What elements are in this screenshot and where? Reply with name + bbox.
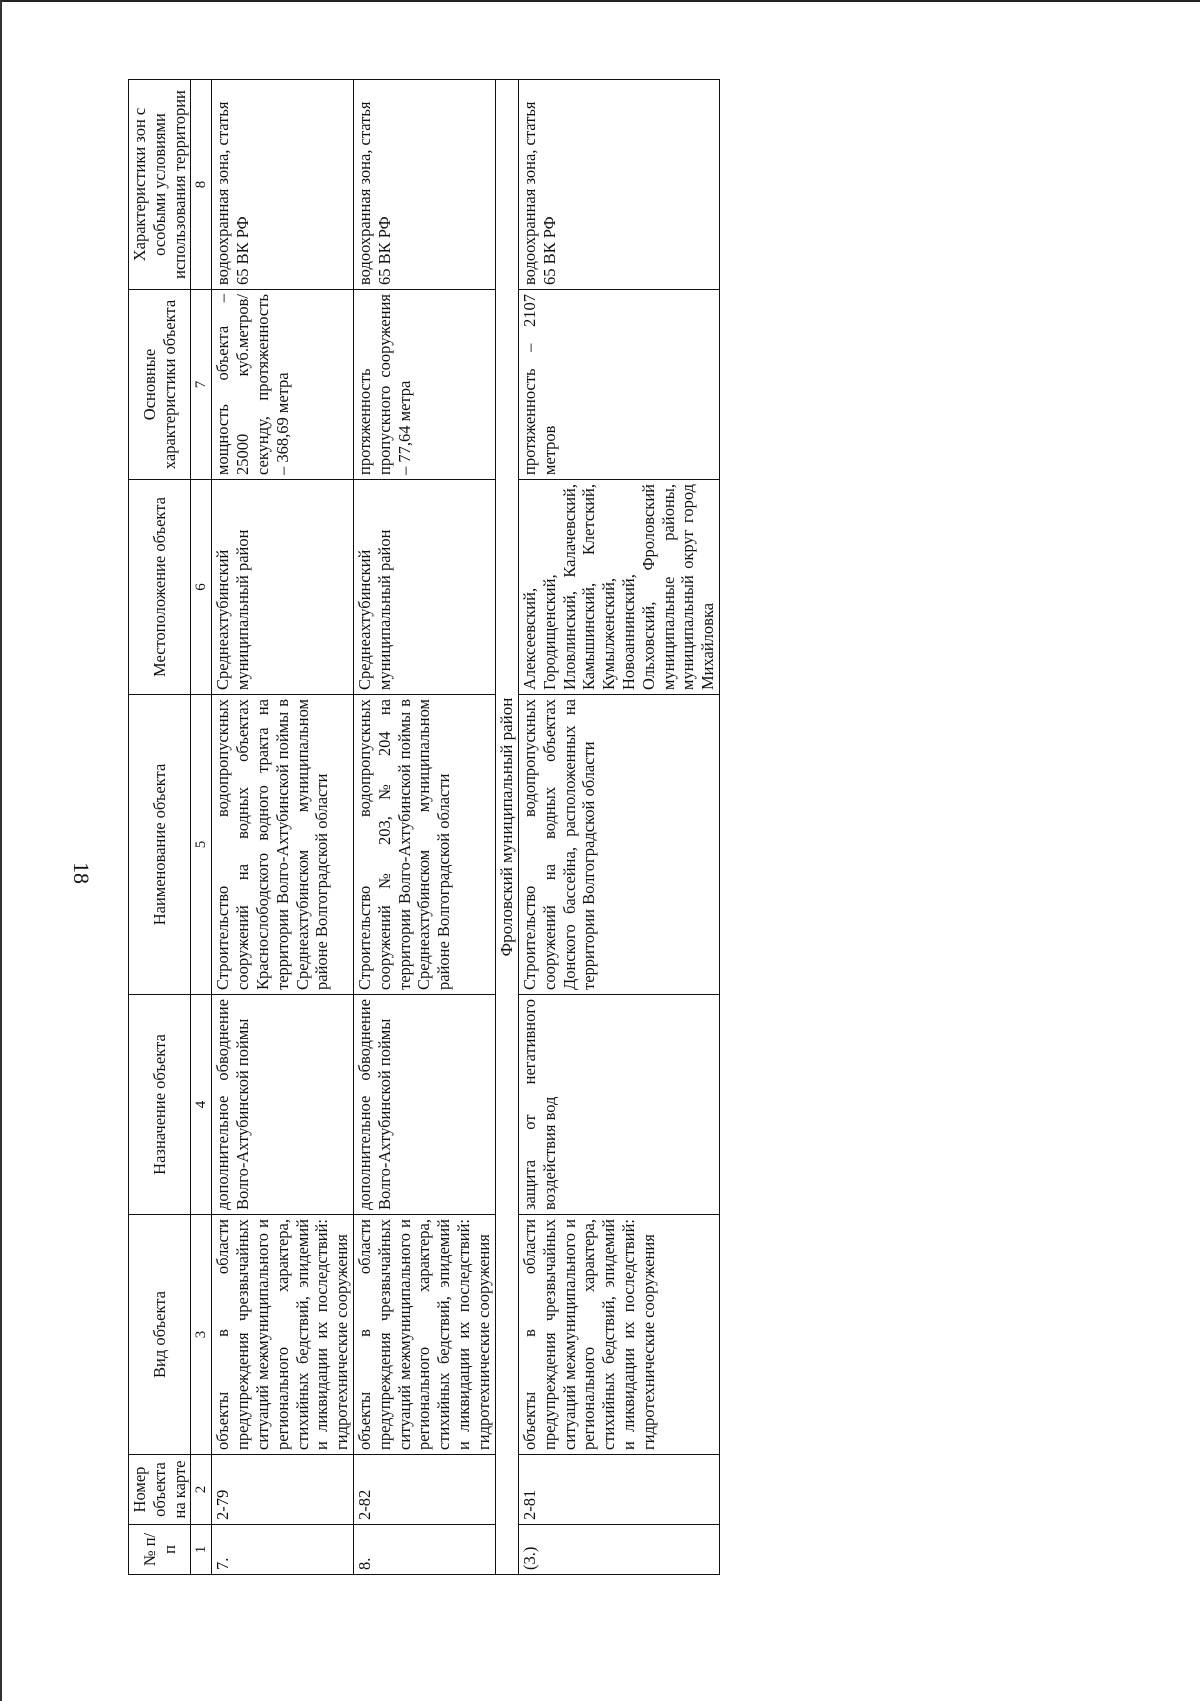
column-number: 8 bbox=[191, 80, 212, 290]
rotated-page-content bbox=[128, 80, 720, 1575]
column-number: 3 bbox=[191, 1215, 212, 1455]
zone-characteristics: водоохранная зона, статья 65 ВК РФ bbox=[518, 80, 719, 290]
row-number: 7. bbox=[212, 1525, 354, 1575]
map-number: 2-79 bbox=[212, 1455, 354, 1525]
column-number: 2 bbox=[191, 1455, 212, 1525]
row-number: (3.) bbox=[518, 1525, 719, 1575]
object-type: объекты в области предупреждения чрезвычайных ситуаций межмуниципального и регионального характера, стихийных бедствий, эпидемий и ликвидации их последствий: гидротехнические сооружения bbox=[353, 1215, 495, 1455]
table-header-row bbox=[129, 80, 191, 1575]
object-name: Строительство водопропускных сооружений на водных объектах Краснослободского водного тракта на территории Волго-Ахтубинской поймы в Среднеахтубинском муниципальном районе Волгоградской области bbox=[212, 695, 354, 995]
header-cell: Характеристики зон с особыми условиями использования территории bbox=[129, 80, 191, 290]
page-number: 18 bbox=[69, 862, 94, 884]
object-characteristics: протяженность – 2107 метров bbox=[518, 290, 719, 480]
table-row bbox=[353, 80, 495, 1575]
table-row bbox=[212, 80, 354, 1575]
object-type: объекты в области предупреждения чрезвычайных ситуаций межмуниципального и регионального характера, стихийных бедствий, эпидемий и ликвидации их последствий: гидротехнические сооружения bbox=[518, 1215, 719, 1455]
table-row bbox=[518, 80, 719, 1575]
header-cell: Назначение объекта bbox=[129, 995, 191, 1215]
column-number: 4 bbox=[191, 995, 212, 1215]
zone-characteristics: водоохранная зона, статья 65 ВК РФ bbox=[353, 80, 495, 290]
column-number: 5 bbox=[191, 695, 212, 995]
header-cell: № п/п bbox=[129, 1525, 191, 1575]
object-name: Строительство водопропускных сооружений на водных объектах Донского бассейна, расположенных на территории Волгоградской области bbox=[518, 695, 719, 995]
object-name: Строительство водопропускных сооружений № 203, № 204 на территории Волго-Ахтубинской поймы в Среднеахтубинском муниципальном районе Волгоградской области bbox=[353, 695, 495, 995]
header-cell: Наименование объекта bbox=[129, 695, 191, 995]
header-cell: Основные характеристики объекта bbox=[129, 290, 191, 480]
object-purpose: защита от негативного воздействия вод bbox=[518, 995, 719, 1215]
scan-edge-left bbox=[0, 0, 2, 1701]
zone-characteristics: водоохранная зона, статья 65 ВК РФ bbox=[212, 80, 354, 290]
object-location: Среднеахтубинский муниципальный район bbox=[353, 480, 495, 695]
object-characteristics: мощность объекта – 25000 куб.метров/секунду, протяженность – 368,69 метра bbox=[212, 290, 354, 480]
object-location: Среднеахтубинский муниципальный район bbox=[212, 480, 354, 695]
header-cell: Местоположение объекта bbox=[129, 480, 191, 695]
column-number: 1 bbox=[191, 1525, 212, 1575]
district-heading: Фроловский муниципальный район bbox=[495, 80, 518, 1575]
objects-table bbox=[128, 79, 720, 1575]
header-cell: Вид объекта bbox=[129, 1215, 191, 1455]
object-purpose: дополнительное обводнение Волго-Ахтубинской поймы bbox=[353, 995, 495, 1215]
object-characteristics: протяженность пропускного сооружения – 77,64 метра bbox=[353, 290, 495, 480]
scan-edge-top bbox=[0, 0, 1200, 2]
object-location: Алексеевский, Городищенский, Иловлинский, Калачевский, Камышинский, Клетский, Кумылженский, Новоаннинский, Ольховский, Фроловский муниципальные районы, муниципальный округ город Михайловка bbox=[518, 480, 719, 695]
district-heading-row bbox=[495, 80, 518, 1575]
column-number-row bbox=[191, 80, 212, 1575]
column-number: 6 bbox=[191, 480, 212, 695]
header-cell: Номер объекта на карте bbox=[129, 1455, 191, 1525]
map-number: 2-82 bbox=[353, 1455, 495, 1525]
row-number: 8. bbox=[353, 1525, 495, 1575]
object-purpose: дополнительное обводнение Волго-Ахтубинской поймы bbox=[212, 995, 354, 1215]
column-number: 7 bbox=[191, 290, 212, 480]
map-number: 2-81 bbox=[518, 1455, 719, 1525]
object-type: объекты в области предупреждения чрезвычайных ситуаций межмуниципального и регионального характера, стихийных бедствий, эпидемий и ликвидации их последствий: гидротехнические сооружения bbox=[212, 1215, 354, 1455]
